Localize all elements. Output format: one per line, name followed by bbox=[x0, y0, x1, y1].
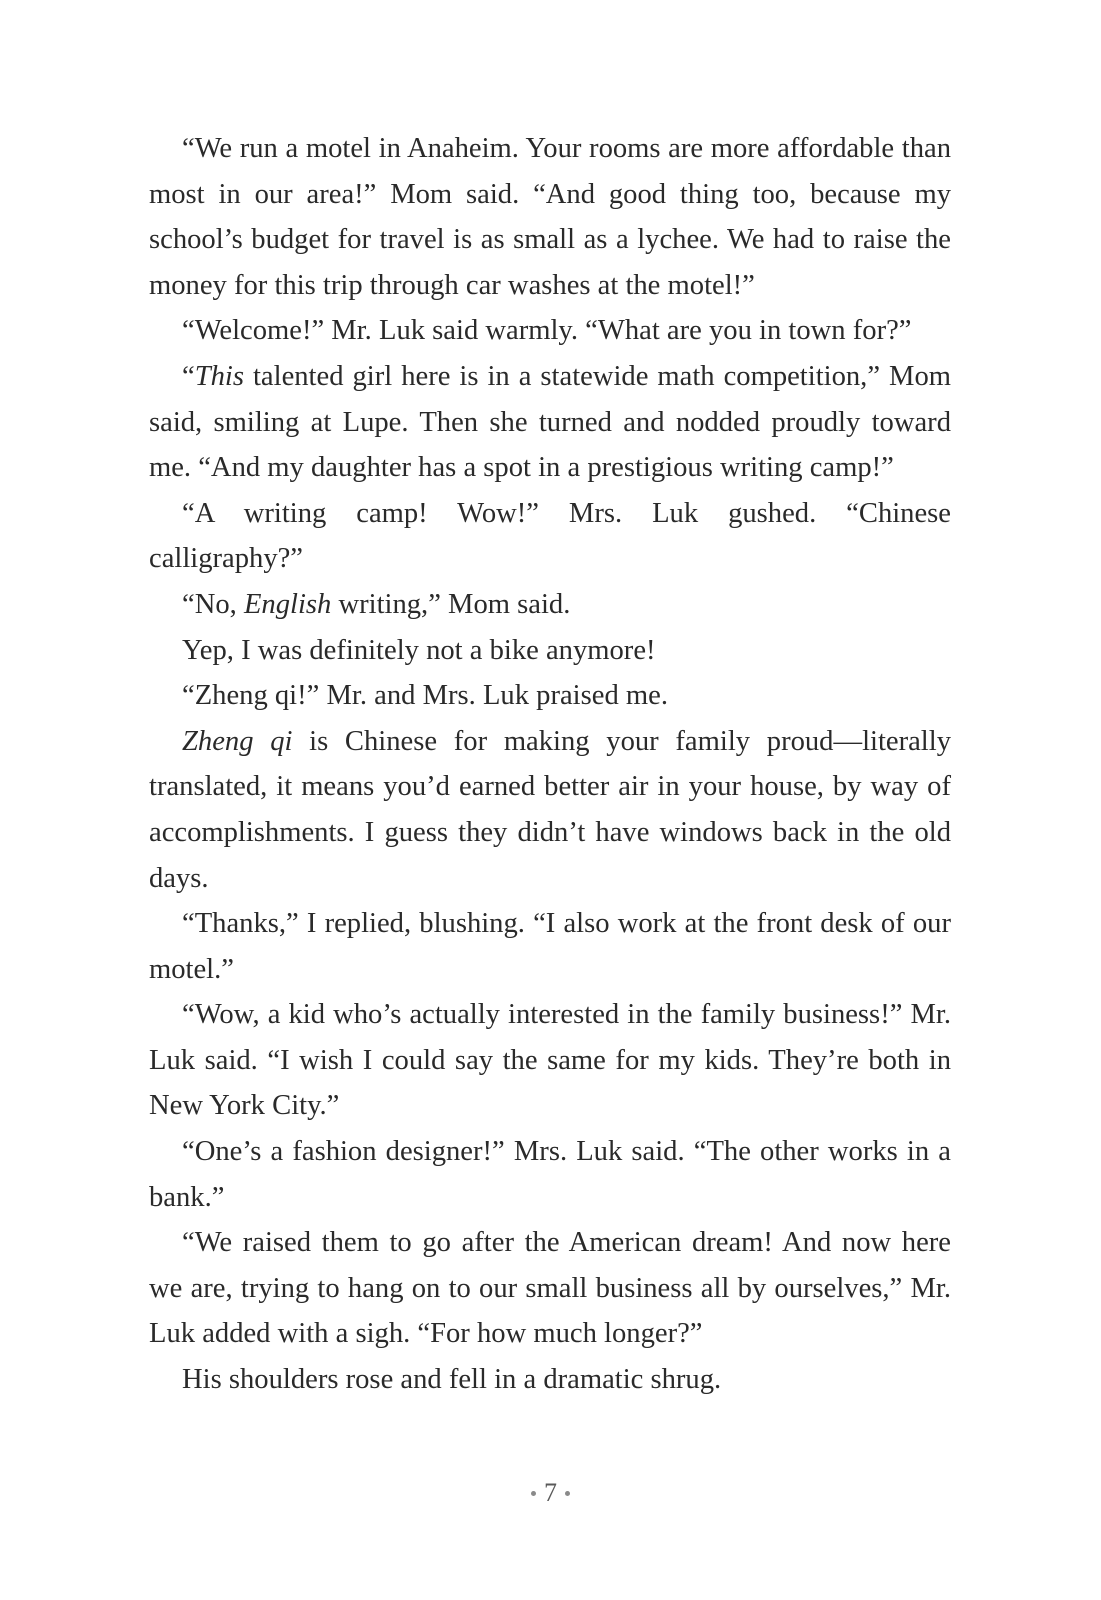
text-span: writing,” Mom said. bbox=[331, 588, 571, 620]
paragraph bbox=[149, 673, 951, 719]
italic-span: English bbox=[243, 588, 332, 620]
paragraph bbox=[149, 901, 951, 992]
body-text bbox=[149, 126, 951, 1403]
text-span: Yep, I was definitely not a bike anymore! bbox=[182, 634, 656, 666]
text-span: “Thanks,” I replied, blushing. “I also work at the front desk of our motel.” bbox=[149, 908, 951, 985]
paragraph bbox=[149, 992, 951, 1129]
text-span: “Zheng qi!” Mr. and Mrs. Luk praised me. bbox=[182, 680, 668, 712]
text-span: “No, bbox=[182, 588, 244, 620]
page-number bbox=[0, 1478, 1101, 1508]
paragraph bbox=[149, 308, 951, 354]
text-span: talented girl here is in a statewide math competition,” Mom said, smiling at Lupe. Then she turned and nodded proudly toward me. “And my daughter has a spot in a prestigious writing camp!” bbox=[149, 360, 951, 484]
paragraph bbox=[149, 491, 951, 582]
text-span: “Wow, a kid who’s actually interested in the family business!” Mr. Luk said. “I wish I could say the same for my kids. They’re both in New York City.” bbox=[149, 999, 951, 1122]
bullet-dot-icon bbox=[531, 1491, 536, 1496]
italic-span: This bbox=[194, 360, 244, 392]
paragraph bbox=[149, 354, 951, 491]
text-span: “We raised them to go after the American dream! And now here we are, trying to hang on to our small business all by ourselves,” Mr. Luk added with a sigh. “For how much longer?” bbox=[149, 1227, 951, 1350]
paragraph bbox=[149, 582, 951, 628]
text-span: “We run a motel in Anaheim. Your rooms are more affordable than most in our area!” Mom said. “And good thing too, because my school’s budget for travel is as small as a lychee. We had to raise the money for this trip through car washes at the motel!” bbox=[149, 133, 951, 301]
text-span: is Chinese for making your family proud—literally translated, it means you’d earned better air in your house, by way of accomplishments. I guess they didn’t have windows back in the old days. bbox=[149, 725, 951, 894]
text-span: His shoulders rose and fell in a dramatic shrug. bbox=[182, 1364, 722, 1396]
paragraph bbox=[149, 1129, 951, 1220]
bullet-dot-icon bbox=[565, 1491, 570, 1496]
page-number-value: 7 bbox=[544, 1478, 557, 1507]
text-span: “ bbox=[182, 360, 195, 392]
paragraph bbox=[149, 126, 951, 308]
text-span: “A writing camp! Wow!” Mrs. Luk gushed. “Chinese calligraphy?” bbox=[149, 497, 951, 575]
text-span: “Welcome!” Mr. Luk said warmly. “What are you in town for?” bbox=[182, 315, 912, 347]
paragraph bbox=[149, 628, 951, 674]
paragraph bbox=[149, 1220, 951, 1357]
paragraph bbox=[149, 719, 951, 901]
italic-span: Zheng qi bbox=[182, 725, 293, 757]
paragraph bbox=[149, 1357, 951, 1403]
text-span: “One’s a fashion designer!” Mrs. Luk said. “The other works in a bank.” bbox=[149, 1136, 951, 1213]
